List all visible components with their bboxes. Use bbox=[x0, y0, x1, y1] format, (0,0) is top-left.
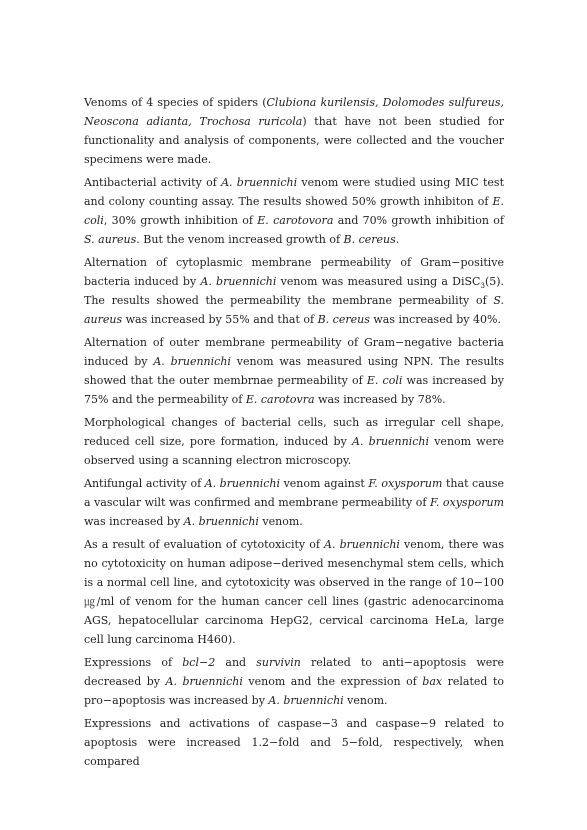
paragraph bbox=[84, 535, 504, 649]
text-run: venom and the expression of bbox=[242, 675, 423, 688]
text-run: was increased by 40%. bbox=[369, 313, 501, 326]
text-run: (5). The results showed the permeability the membrane permeability of bbox=[84, 275, 505, 307]
italic-text: bax bbox=[422, 675, 443, 688]
text-run: was increased by bbox=[84, 515, 184, 528]
italic-text: F. oxysporum bbox=[368, 477, 443, 490]
italic-text: E. carotovra bbox=[245, 393, 315, 406]
text-run: and 70% growth inhibition of bbox=[333, 214, 504, 227]
paragraph bbox=[84, 653, 504, 710]
text-run: . bbox=[395, 233, 400, 246]
text-run: Alternation of outer membrane permeability of Gram−negative bacteria induced by bbox=[84, 336, 504, 368]
document-body bbox=[84, 93, 504, 775]
text-run: venom. bbox=[258, 515, 303, 528]
text-run: was increased by 55% and that of bbox=[122, 313, 318, 326]
italic-text: A. bruennichi bbox=[165, 675, 243, 688]
italic-text: A. bruennichi bbox=[183, 515, 259, 528]
text-run: venom. bbox=[343, 694, 388, 707]
paragraph bbox=[84, 333, 504, 409]
text-run: venom was measured using NPN. The results showed that the outer membrnae permeability of bbox=[84, 355, 504, 387]
italic-text: B. cereus bbox=[343, 233, 396, 246]
italic-text: E. coli bbox=[366, 374, 403, 387]
text-run: Venoms of 4 species of spiders ( bbox=[84, 96, 267, 109]
paragraph bbox=[84, 253, 504, 329]
italic-text: Clubiona kurilensis, Dolomodes sulfureus, Neoscona adianta, Trochosa ruricola bbox=[84, 96, 504, 128]
text-run: was increased by 75% and the permeability of bbox=[84, 374, 505, 406]
italic-text: S. aureus bbox=[84, 294, 504, 326]
italic-text: E. carotovora bbox=[257, 214, 334, 227]
italic-text: A. bruennichi bbox=[324, 538, 400, 551]
text-run: related to pro−apoptosis was increased by bbox=[84, 675, 505, 707]
italic-text: A. bruennichi bbox=[204, 477, 281, 490]
text-run: Antifungal activity of bbox=[84, 477, 205, 490]
subscript-text: 3 bbox=[480, 282, 485, 291]
text-run: Expressions and activations of caspase−3 and caspase−9 related to apoptosis were increased 1.2−fold and 5−fold, respectively, when compared bbox=[84, 717, 504, 768]
text-run: Antibacterial activity of bbox=[84, 176, 222, 189]
text-run: . But the venom increased growth of bbox=[136, 233, 344, 246]
text-run: that cause a vascular wilt was confirmed and membrane permeability of bbox=[84, 477, 504, 509]
italic-text: A. bruennichi bbox=[268, 694, 344, 707]
italic-text: S. aureus bbox=[84, 233, 137, 246]
paragraph bbox=[84, 413, 504, 470]
paragraph bbox=[84, 714, 504, 771]
italic-text: A. bruennichi bbox=[153, 355, 231, 368]
italic-text: A. bruennichi bbox=[200, 275, 277, 288]
text-run: venom, there was no cytotoxicity on human adipose−derived mesenchymal stem cells, which is a normal cell line, and cytotoxicity was observed in the range of 10−100 ㎍/ml of venom for the human cancer cell lines (gastric adenocarcinoma AGS, hepatocellular carcinoma HepG2, cervical carcinoma HeLa, large cell lung carcinoma H460). bbox=[84, 538, 504, 646]
text-run: Alternation of cytoplasmic membrane permeability of Gram−positive bacteria induced by bbox=[84, 256, 504, 288]
text-run: venom were observed using a scanning electron microscopy. bbox=[84, 435, 504, 467]
italic-text: A. bruennichi bbox=[352, 435, 429, 448]
text-run: was increased by 78%. bbox=[314, 393, 446, 406]
text-run: , 30% growth inhibition of bbox=[103, 214, 258, 227]
text-run: Expressions of bbox=[84, 656, 183, 669]
text-run: and bbox=[215, 656, 257, 669]
paragraph bbox=[84, 173, 504, 249]
text-run: venom were studied using MIC test and colony counting assay. The results showed 50% growth inhibiton of bbox=[84, 176, 504, 208]
text-run: ) that have not been studied for functionality and analysis of components, were collected and the voucher specimens were made. bbox=[84, 115, 504, 166]
paragraph bbox=[84, 93, 504, 169]
text-run: related to anti−apoptosis were decreased by bbox=[84, 656, 505, 688]
italic-text: E. coli bbox=[84, 195, 504, 227]
italic-text: survivin bbox=[256, 656, 301, 669]
italic-text: F. oxysporum bbox=[429, 496, 504, 509]
paragraph bbox=[84, 474, 504, 531]
italic-text: B. cereus bbox=[317, 313, 370, 326]
text-run: As a result of evaluation of cytotoxicity of bbox=[84, 538, 325, 551]
italic-text: A. bruennichi bbox=[221, 176, 298, 189]
italic-text: bcl−2 bbox=[182, 656, 216, 669]
text-run: venom against bbox=[280, 477, 369, 490]
text-run: venom was measured using a DiSC bbox=[276, 275, 481, 288]
text-run: Morphological changes of bacterial cells, such as irregular cell shape, reduced cell size, pore formation, induced by bbox=[84, 416, 504, 448]
